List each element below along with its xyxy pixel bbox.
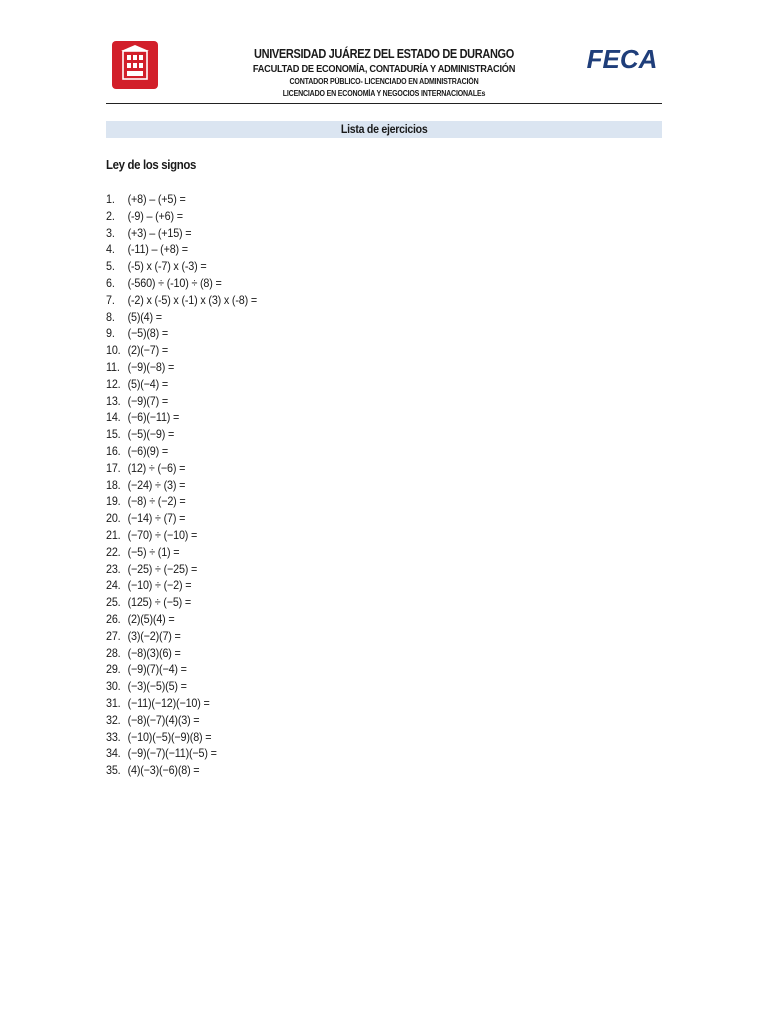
exercise-expression: (−9)(−7)(−11)(−5) = [127, 746, 217, 761]
exercise-number: 34. [106, 746, 121, 761]
exercise-item [106, 510, 257, 527]
university-name: UNIVERSIDAD JUÁREZ DEL ESTADO DE DURANGO [254, 47, 514, 61]
exercise-list [106, 191, 274, 779]
exercise-number: 31. [106, 695, 121, 710]
exercise-number: 1. [106, 192, 115, 206]
title-bar [106, 121, 662, 138]
exercise-number: 24. [106, 578, 121, 593]
exercise-number: 26. [106, 611, 121, 626]
exercise-item [106, 208, 257, 225]
exercise-item [106, 544, 257, 561]
exercise-number: 22. [106, 544, 121, 559]
exercise-expression: (5)(−4) = [127, 376, 169, 391]
exercise-item [106, 342, 257, 359]
exercise-expression: (−25) ÷ (−25) = [127, 561, 198, 576]
exercise-item [106, 443, 257, 460]
exercise-number: 7. [106, 292, 115, 307]
exercise-expression: (−14) ÷ (7) = [127, 511, 186, 526]
exercise-number: 30. [106, 679, 121, 694]
exercise-expression: (−10) ÷ (−2) = [127, 578, 192, 593]
exercise-number: 16. [106, 443, 121, 458]
exercise-item [106, 359, 257, 376]
feca-logo-text: FECA [586, 44, 658, 74]
exercise-number: 29. [106, 662, 121, 677]
programs-line-2: LICENCIADO EN ECONOMÍA Y NEGOCIOS INTERNACIONALEs [282, 89, 486, 98]
exercise-expression: (-5) x (-7) x (-3) = [127, 259, 207, 274]
exercise-item [106, 325, 257, 342]
exercise-expression: (2)(5)(4) = [127, 611, 175, 626]
exercise-expression: (2)(−7) = [127, 343, 169, 358]
exercise-expression: (-9) – (+6) = [127, 208, 183, 223]
exercise-number: 32. [106, 712, 121, 727]
exercise-number: 13. [106, 393, 121, 408]
exercise-expression: (−5)(−9) = [127, 427, 175, 442]
exercise-expression: (5)(4) = [127, 309, 162, 324]
exercise-expression: (-560) ÷ (-10) ÷ (8) = [127, 275, 222, 290]
exercise-expression: (−8)(3)(6) = [127, 645, 181, 660]
exercise-item [106, 241, 257, 258]
exercise-expression: (−8) ÷ (−2) = [127, 494, 186, 509]
exercise-expression: (−5)(8) = [127, 326, 169, 341]
exercise-item [106, 678, 257, 695]
exercise-expression: (3)(−2)(7) = [127, 628, 181, 643]
exercise-expression: (-2) x (-5) x (-1) x (3) x (-8) = [127, 292, 257, 307]
exercise-expression: (−9)(7)(−4) = [127, 662, 187, 677]
exercise-number: 27. [106, 628, 121, 643]
exercise-item [106, 527, 257, 544]
exercise-expression: (125) ÷ (−5) = [127, 595, 192, 610]
exercise-expression: (12) ÷ (−6) = [127, 460, 186, 475]
exercise-expression: (−9)(−8) = [127, 359, 175, 374]
exercise-number: 10. [106, 343, 121, 358]
exercise-number: 11. [106, 359, 120, 374]
programs-line-1: CONTADOR PÚBLICO- LICENCIADO EN ADMINISTRACIÓN [289, 77, 479, 86]
section-title: Ley de los signos [106, 157, 197, 172]
exercise-number: 12. [106, 376, 121, 391]
exercise-item [106, 712, 257, 729]
exercise-number: 21. [106, 527, 121, 542]
exercise-item [106, 409, 257, 426]
exercise-item [106, 460, 257, 477]
exercise-item [106, 762, 257, 779]
exercise-number: 2. [106, 208, 115, 223]
exercise-number: 20. [106, 511, 121, 526]
exercise-expression: (−9)(7) = [127, 393, 169, 408]
exercise-number: 33. [106, 729, 121, 744]
exercise-number: 28. [106, 645, 121, 660]
document-header [170, 46, 598, 100]
exercise-expression: (−6)(9) = [127, 443, 169, 458]
university-logo [112, 41, 158, 89]
exercise-expression: (4)(−3)(−6)(8) = [127, 763, 200, 778]
exercise-expression: (−10)(−5)(−9)(8) = [127, 729, 212, 744]
exercise-item [106, 493, 257, 510]
exercise-item [106, 376, 257, 393]
exercise-expression: (−3)(−5)(5) = [127, 679, 187, 694]
exercise-item [106, 426, 257, 443]
exercise-number: 25. [106, 595, 121, 610]
exercise-expression: (-11) – (+8) = [127, 242, 188, 257]
exercise-number: 19. [106, 494, 121, 509]
exercise-item [106, 577, 257, 594]
exercise-item [106, 191, 257, 208]
exercise-number: 35. [106, 763, 121, 778]
exercise-item [106, 745, 257, 762]
exercise-item [106, 225, 257, 242]
exercise-expression: (−5) ÷ (1) = [127, 544, 180, 559]
exercise-expression: (−8)(−7)(4)(3) = [127, 712, 200, 727]
exercise-item [106, 561, 257, 578]
exercise-number: 9. [106, 326, 115, 341]
exercise-expression: (+3) – (+15) = [127, 225, 192, 240]
exercise-item [106, 628, 257, 645]
exercise-number: 3. [106, 225, 115, 240]
exercise-expression: (−70) ÷ (−10) = [127, 527, 198, 542]
exercise-expression: (−11)(−12)(−10) = [127, 695, 210, 710]
exercise-item [106, 611, 257, 628]
exercise-expression: (+8) – (+5) = [127, 192, 186, 206]
exercise-expression: (−24) ÷ (3) = [127, 477, 186, 492]
exercise-item [106, 393, 257, 410]
exercise-number: 15. [106, 427, 121, 442]
exercise-item [106, 661, 257, 678]
exercise-item [106, 645, 257, 662]
exercise-number: 14. [106, 410, 121, 425]
exercise-number: 6. [106, 275, 115, 290]
exercise-item [106, 258, 257, 275]
exercise-number: 17. [106, 460, 121, 475]
exercise-item [106, 695, 257, 712]
exercise-number: 4. [106, 242, 115, 257]
header-divider [106, 103, 662, 104]
exercise-number: 8. [106, 309, 115, 324]
exercise-item [106, 292, 257, 309]
faculty-name: FACULTAD DE ECONOMÍA, CONTADURÍA Y ADMINISTRACIÓN [252, 63, 516, 75]
exercise-item [106, 729, 257, 746]
exercise-item [106, 275, 257, 292]
exercise-item [106, 309, 257, 326]
feca-logo [582, 44, 662, 74]
exercise-number: 18. [106, 477, 121, 492]
exercise-item [106, 477, 257, 494]
title-bar-label: Lista de ejercicios [340, 122, 428, 136]
exercise-item [106, 594, 257, 611]
exercise-expression: (−6)(−11) = [127, 410, 180, 425]
exercise-number: 23. [106, 561, 121, 576]
exercise-number: 5. [106, 259, 115, 274]
